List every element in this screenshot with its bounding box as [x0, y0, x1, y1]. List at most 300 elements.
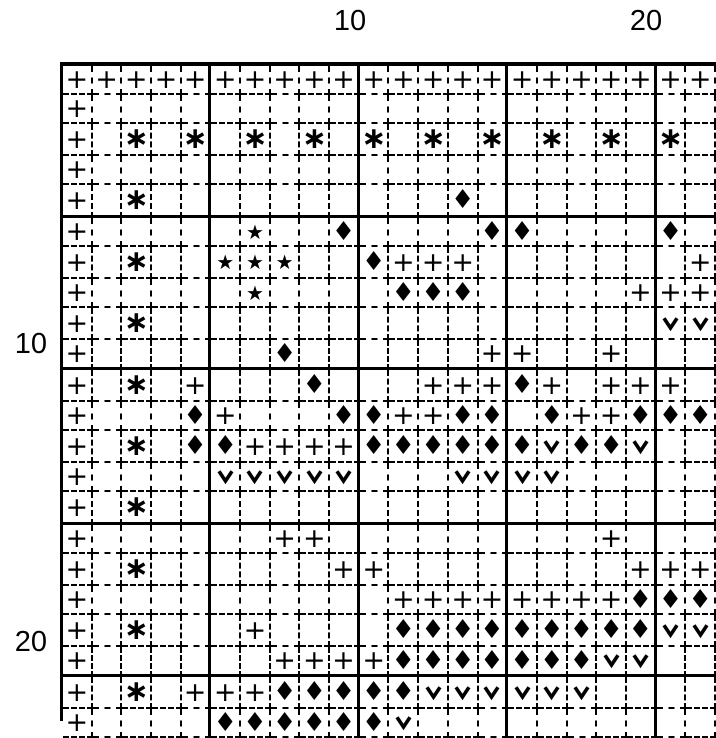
grid-cell: [271, 308, 301, 340]
chevron-down-icon: [543, 470, 560, 483]
grid-cell: [271, 677, 301, 709]
grid-cell: [597, 525, 627, 554]
grid-cell: [657, 586, 687, 615]
grid-cell: [508, 463, 538, 492]
grid-cell: [568, 615, 598, 647]
grid-cell: [360, 121, 390, 156]
grid-cell: [568, 525, 598, 554]
grid-cell: [627, 66, 657, 95]
grid-cell: [627, 185, 657, 218]
plus-icon: +: [65, 277, 89, 308]
grid-cell: [686, 247, 716, 279]
grid-cell: [241, 463, 271, 492]
grid-cell: [597, 370, 627, 402]
grid-cell: [93, 95, 123, 124]
grid-cell: [686, 525, 716, 554]
grid-cell: [597, 492, 627, 525]
grid-cell: [597, 709, 627, 738]
plus-icon: +: [421, 400, 445, 431]
grid-cell: [122, 182, 152, 218]
black-diamond-icon: ♦: [569, 431, 594, 461]
grid-cell: [122, 244, 152, 279]
grid-cell: [538, 677, 568, 709]
grid-cell: [63, 431, 93, 463]
plus-icon: +: [362, 645, 385, 676]
grid-cell: [211, 647, 241, 677]
grid-cell: [627, 340, 657, 370]
grid-cell: [657, 66, 687, 95]
grid-cell: [479, 463, 509, 492]
grid-cell: [568, 554, 598, 586]
grid-cell: [568, 279, 598, 308]
plus-icon: +: [510, 584, 534, 615]
grid-cell: [686, 185, 716, 218]
plus-icon: +: [65, 338, 89, 369]
plus-icon: +: [599, 523, 623, 554]
plus-icon: +: [65, 64, 89, 95]
plus-icon: +: [154, 64, 178, 95]
black-diamond-icon: ♦: [688, 584, 712, 615]
grid-cell: [63, 554, 93, 586]
grid-cell: [182, 647, 212, 677]
grid-cell: [122, 367, 152, 402]
grid-cell: [538, 554, 568, 586]
black-diamond-icon: ♦: [391, 277, 415, 308]
asterisk-icon: ∗: [479, 121, 505, 156]
grid-cell: [449, 554, 479, 586]
grid-cell: [686, 156, 716, 185]
grid-cell: [300, 218, 330, 247]
grid-cell: [330, 615, 360, 647]
grid-cell: [182, 709, 212, 738]
grid-cell: [508, 554, 538, 586]
black-diamond-icon: ♦: [391, 431, 415, 461]
black-diamond-icon: ♦: [421, 615, 445, 645]
plus-icon: +: [183, 64, 207, 95]
grid-cell: [63, 247, 93, 279]
grid-cell: [93, 156, 123, 185]
black-diamond-icon: ♦: [451, 431, 475, 461]
grid-cell: [449, 677, 479, 709]
grid-cell: [93, 463, 123, 492]
black-diamond-icon: ♦: [391, 677, 415, 707]
grid-cell: [271, 218, 301, 247]
chevron-down-icon: [276, 470, 293, 483]
plus-icon: +: [599, 338, 623, 369]
plus-icon: +: [599, 64, 623, 95]
grid-cell: [360, 615, 390, 647]
grid-cell: [597, 121, 627, 156]
chevron-down-icon: [425, 686, 442, 699]
asterisk-icon: ∗: [123, 182, 149, 217]
plus-icon: +: [688, 246, 712, 278]
plus-icon: +: [65, 614, 89, 646]
black-diamond-icon: ♦: [302, 677, 326, 707]
grid-cell: [241, 370, 271, 402]
grid-cell: [479, 121, 509, 156]
grid-cell: [93, 525, 123, 554]
grid-cell: [449, 247, 479, 279]
grid-cell: [419, 431, 449, 463]
plus-icon: +: [332, 553, 355, 585]
grid-cell: [122, 463, 152, 492]
chevron-down-icon: [395, 716, 412, 729]
grid-cell: [93, 66, 123, 95]
grid-cell: [627, 124, 657, 156]
grid-cell: [330, 463, 360, 492]
plus-icon: +: [392, 64, 415, 95]
grid-cell: [182, 677, 212, 709]
black-diamond-icon: ♦: [658, 584, 683, 615]
asterisk-icon: ∗: [242, 121, 268, 156]
grid-cell: [182, 308, 212, 340]
grid-cell: [211, 218, 241, 247]
grid-cell: [93, 554, 123, 586]
grid-cell: [360, 247, 390, 279]
grid-cell: [152, 124, 182, 156]
grid-cell: [449, 402, 479, 431]
grid-cell: [627, 156, 657, 185]
grid-cell: [152, 647, 182, 677]
grid-cell: [300, 615, 330, 647]
grid-cell: [686, 492, 716, 525]
grid-cell: [330, 124, 360, 156]
grid-cell: [538, 308, 568, 340]
grid-cell: [271, 279, 301, 308]
grid-cell: [389, 647, 419, 677]
grid-cell: [182, 95, 212, 124]
grid-cell: [449, 66, 479, 95]
plus-icon: +: [570, 400, 593, 431]
grid-cell: [538, 95, 568, 124]
grid-cell: [389, 185, 419, 218]
plus-icon: +: [628, 553, 652, 585]
black-diamond-icon: ♦: [302, 707, 326, 738]
grid-cell: [419, 279, 449, 308]
grid-cell: [657, 218, 687, 247]
grid-cell: [389, 709, 419, 738]
grid-cell: [271, 185, 301, 218]
grid-cell: [508, 525, 538, 554]
grid-cell: [389, 156, 419, 185]
grid-cell: [300, 431, 330, 463]
asterisk-icon: ∗: [123, 489, 149, 524]
grid-cell: [657, 525, 687, 554]
grid-cell: [360, 66, 390, 95]
grid-cell: [389, 463, 419, 492]
plus-icon: +: [570, 64, 593, 95]
grid-cell: [479, 709, 509, 738]
grid-cell: [300, 586, 330, 615]
grid-cell: [63, 586, 93, 615]
grid-cell: [568, 586, 598, 615]
grid-cell: [241, 709, 271, 738]
grid-cell: [271, 95, 301, 124]
grid-cell: [93, 124, 123, 156]
black-diamond-icon: ♦: [480, 431, 504, 461]
grid-cell: [389, 677, 419, 709]
grid-cell: [152, 66, 182, 95]
grid-cell: [597, 431, 627, 463]
plus-icon: +: [480, 369, 504, 401]
grid-cell: [271, 431, 301, 463]
grid-cell: [300, 185, 330, 218]
x-axis-tick-10: 10: [333, 5, 367, 37]
grid-cell: [300, 66, 330, 95]
grid-cell: [271, 647, 301, 677]
grid-cell: [538, 66, 568, 95]
plus-icon: +: [65, 553, 89, 585]
asterisk-icon: ∗: [123, 305, 149, 340]
plus-icon: +: [65, 93, 89, 124]
grid-cell: [686, 279, 716, 308]
grid-cell: [300, 677, 330, 709]
chevron-down-icon: [514, 686, 531, 699]
grid-cell: [657, 615, 687, 647]
grid-cell: [419, 340, 449, 370]
chevron-down-icon: [603, 654, 620, 667]
grid-cell: [241, 525, 271, 554]
grid-cell: [182, 247, 212, 279]
grid-cell: [122, 402, 152, 431]
black-diamond-icon: ♦: [391, 615, 415, 645]
grid-cell: [271, 492, 301, 525]
plus-icon: +: [273, 645, 296, 676]
grid-cell: [538, 431, 568, 463]
plus-icon: +: [273, 64, 296, 95]
grid-cell: [597, 218, 627, 247]
plus-icon: +: [392, 246, 415, 278]
grid-cell: [300, 709, 330, 738]
black-diamond-icon: ♦: [451, 277, 475, 308]
grid-cell: [152, 525, 182, 554]
grid-cell: [597, 615, 627, 647]
grid-cell: [627, 247, 657, 279]
grid-cell: [419, 677, 449, 709]
grid-cell: [597, 66, 627, 95]
grid-cell: [211, 247, 241, 279]
plus-icon: +: [599, 400, 623, 431]
grid-cell: [360, 554, 390, 586]
black-star-icon: ★: [245, 280, 264, 305]
plus-icon: +: [659, 369, 682, 401]
black-diamond-icon: ♦: [480, 216, 504, 247]
black-diamond-icon: ♦: [213, 707, 237, 738]
grid-cell: [360, 647, 390, 677]
black-diamond-icon: ♦: [361, 247, 386, 277]
grid-cell: [627, 402, 657, 431]
grid-cell: [211, 492, 241, 525]
grid-cell: [389, 554, 419, 586]
black-diamond-icon: ♦: [361, 431, 386, 461]
chevron-down-icon: [483, 470, 500, 483]
grid-cell: [508, 709, 538, 738]
grid-cell: [627, 370, 657, 402]
grid-cell: [211, 185, 241, 218]
grid-cell: [211, 308, 241, 340]
grid-cell: [657, 677, 687, 709]
grid-cell: [271, 124, 301, 156]
grid-cell: [271, 156, 301, 185]
grid-cell: [182, 615, 212, 647]
black-star-icon: ★: [275, 250, 294, 274]
grid-cell: [300, 647, 330, 677]
grid-cell: [182, 156, 212, 185]
plus-icon: +: [243, 64, 267, 95]
grid-cell: [449, 492, 479, 525]
plus-icon: +: [213, 400, 237, 431]
chevron-down-icon: [514, 470, 531, 483]
grid-cell: [479, 677, 509, 709]
grid-cell: [657, 185, 687, 218]
grid-cell: [300, 492, 330, 525]
grid-cell: [241, 218, 271, 247]
grid-cell: [686, 615, 716, 647]
grid-cell: [657, 156, 687, 185]
plus-icon: +: [599, 584, 623, 615]
grid-cell: [241, 402, 271, 431]
black-diamond-icon: ♦: [331, 400, 356, 431]
grid-cell: [449, 279, 479, 308]
plus-icon: +: [480, 584, 504, 615]
grid-cell: [657, 279, 687, 308]
grid-cell: [93, 402, 123, 431]
grid-cell: [449, 156, 479, 185]
grid-cell: [271, 402, 301, 431]
black-diamond-icon: ♦: [658, 216, 683, 247]
grid-cell: [330, 431, 360, 463]
black-diamond-icon: ♦: [540, 645, 564, 676]
grid-cell: [271, 370, 301, 402]
grid-cell: [211, 66, 241, 95]
grid-cell: [508, 402, 538, 431]
grid-cell: [93, 677, 123, 709]
grid-cell: [389, 431, 419, 463]
grid-cell: [627, 431, 657, 463]
grid-cell: [241, 340, 271, 370]
asterisk-icon: ∗: [123, 551, 149, 586]
grid-cell: [152, 95, 182, 124]
grid-cell: [152, 586, 182, 615]
grid-cell: [508, 340, 538, 370]
grid-cell: [330, 370, 360, 402]
black-star-icon: ★: [245, 219, 264, 244]
grid-cell: [686, 554, 716, 586]
grid-cell: [330, 677, 360, 709]
grid-cell: [419, 247, 449, 279]
grid-cell: [597, 185, 627, 218]
grid-cell: [508, 370, 538, 402]
grid-cell: [538, 218, 568, 247]
grid-cell: [597, 402, 627, 431]
grid-cell: [241, 431, 271, 463]
black-diamond-icon: ♦: [361, 677, 386, 707]
black-diamond-icon: ♦: [213, 431, 237, 461]
grid-cell: [122, 612, 152, 647]
grid-cell: [211, 95, 241, 124]
grid-cell: [211, 709, 241, 738]
grid-cell: [657, 370, 687, 402]
grid-cell: [330, 340, 360, 370]
plus-icon: +: [421, 369, 445, 401]
grid-cell: [449, 647, 479, 677]
grid-cell: [479, 279, 509, 308]
grid-cell: [63, 66, 93, 95]
plus-icon: +: [65, 584, 89, 615]
grid-cell: [627, 647, 657, 677]
grid-cell: [538, 615, 568, 647]
grid-cell: [152, 677, 182, 709]
grid-cell: [597, 340, 627, 370]
grid-cell: [330, 185, 360, 218]
grid-cell: [271, 525, 301, 554]
grid-cell: [449, 370, 479, 402]
black-diamond-icon: ♦: [569, 615, 594, 645]
grid-cell: [479, 185, 509, 218]
grid-cell: [479, 95, 509, 124]
grid-cell: [597, 463, 627, 492]
grid-cell: [182, 554, 212, 586]
grid-cell: [211, 463, 241, 492]
grid-cell: [63, 218, 93, 247]
grid-cell: [241, 279, 271, 308]
grid-cell: [211, 124, 241, 156]
grid-cell: [93, 308, 123, 340]
plus-icon: +: [628, 277, 652, 308]
grid-cell: [182, 463, 212, 492]
asterisk-icon: ∗: [123, 428, 149, 463]
grid-cell: [449, 124, 479, 156]
grid-cell: [63, 709, 93, 738]
grid-cell: [686, 463, 716, 492]
grid-cell: [360, 156, 390, 185]
grid-cell: [63, 615, 93, 647]
grid-cell: [597, 279, 627, 308]
grid-cell: [449, 185, 479, 218]
grid-cell: [389, 124, 419, 156]
grid-cell: [449, 340, 479, 370]
black-diamond-icon: ♦: [451, 615, 475, 645]
grid-cell: [479, 492, 509, 525]
grid-cell: [627, 279, 657, 308]
black-diamond-icon: ♦: [331, 677, 356, 707]
plus-icon: +: [65, 184, 89, 216]
black-diamond-icon: ♦: [421, 645, 445, 676]
grid-cell: [241, 247, 271, 279]
grid-cell: [182, 185, 212, 218]
grid-cell: [300, 279, 330, 308]
grid-cell: [627, 586, 657, 615]
grid-cell: [686, 431, 716, 463]
grid-cell: [449, 586, 479, 615]
grid-cell: [241, 185, 271, 218]
grid-cell: [657, 402, 687, 431]
grid-cell: [152, 247, 182, 279]
plus-icon: +: [421, 64, 445, 95]
grid-cell: [597, 247, 627, 279]
black-diamond-icon: ♦: [272, 338, 297, 369]
grid-cell: [241, 492, 271, 525]
plus-icon: +: [392, 584, 415, 615]
grid-cell: [152, 709, 182, 738]
black-diamond-icon: ♦: [361, 707, 386, 738]
grid-cell: [63, 525, 93, 554]
grid-cell: [93, 431, 123, 463]
grid-cell: [508, 492, 538, 525]
grid-cell: [300, 340, 330, 370]
plus-icon: +: [65, 216, 89, 247]
grid-cell: [152, 615, 182, 647]
